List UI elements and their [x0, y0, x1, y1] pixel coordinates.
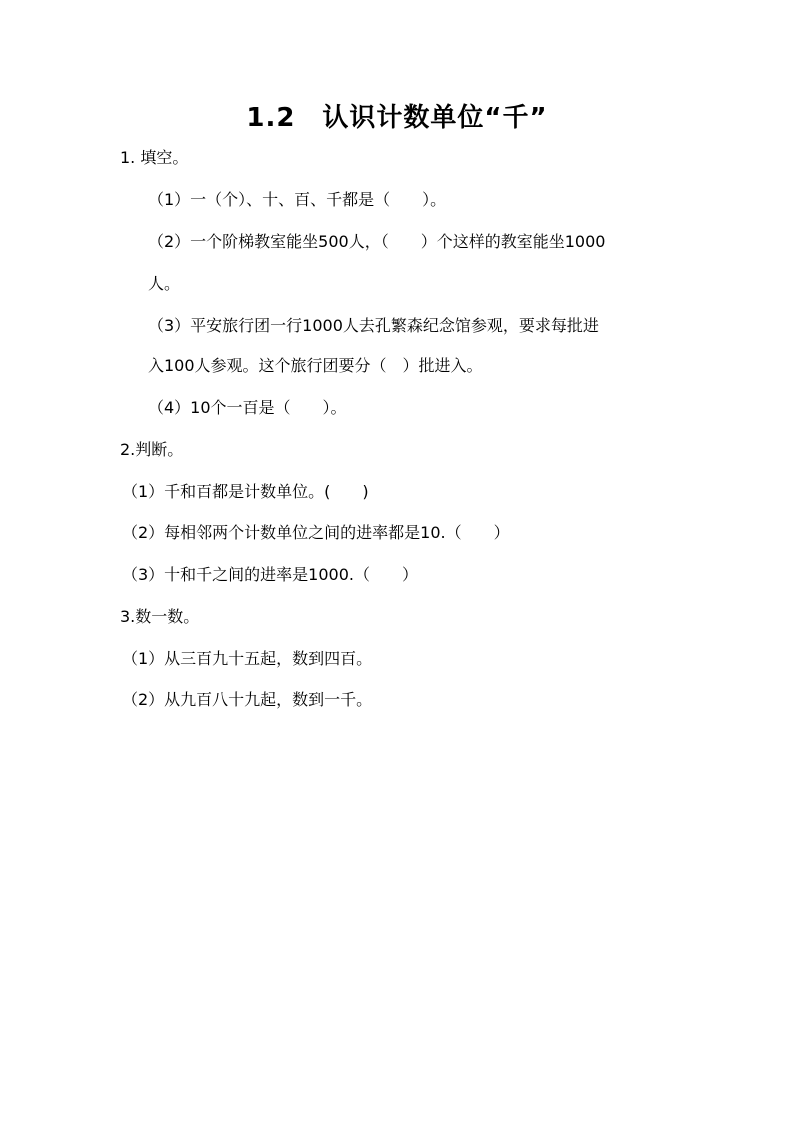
fill-blank-item-3-cont: 入100人参观。这个旅行团要分（ ）批进入。 [148, 356, 483, 375]
section-heading-count: 3.数一数。 [120, 607, 200, 626]
fill-blank-item-2: （2）一个阶梯教室能坐500人，（ ）个这样的教室能坐1000 [148, 232, 606, 251]
fill-blank-item-2-cont: 人。 [148, 274, 181, 293]
section-heading-judge: 2.判断。 [120, 440, 184, 459]
count-item-2: （2）从九百八十九起，数到一千。 [122, 690, 373, 709]
page-title: 1.2 认识计数单位“千” [246, 103, 548, 133]
fill-blank-item-4: （4）10个一百是（ ）。 [148, 398, 347, 417]
judge-item-1: （1）千和百都是计数单位。( ) [122, 482, 369, 501]
fill-blank-item-3: （3）平安旅行团一行1000人去孔繁森纪念馆参观，要求每批进 [148, 316, 599, 335]
fill-blank-item-1: （1）一（个）、十、百、千都是（ ）。 [148, 190, 447, 209]
section-heading-fill-blank: 1. 填空。 [120, 148, 189, 167]
count-item-1: （1）从三百九十五起，数到四百。 [122, 649, 373, 668]
judge-item-2: （2）每相邻两个计数单位之间的进率都是10.（ ） [122, 523, 510, 542]
judge-item-3: （3）十和千之间的进率是1000.（ ） [122, 565, 418, 584]
